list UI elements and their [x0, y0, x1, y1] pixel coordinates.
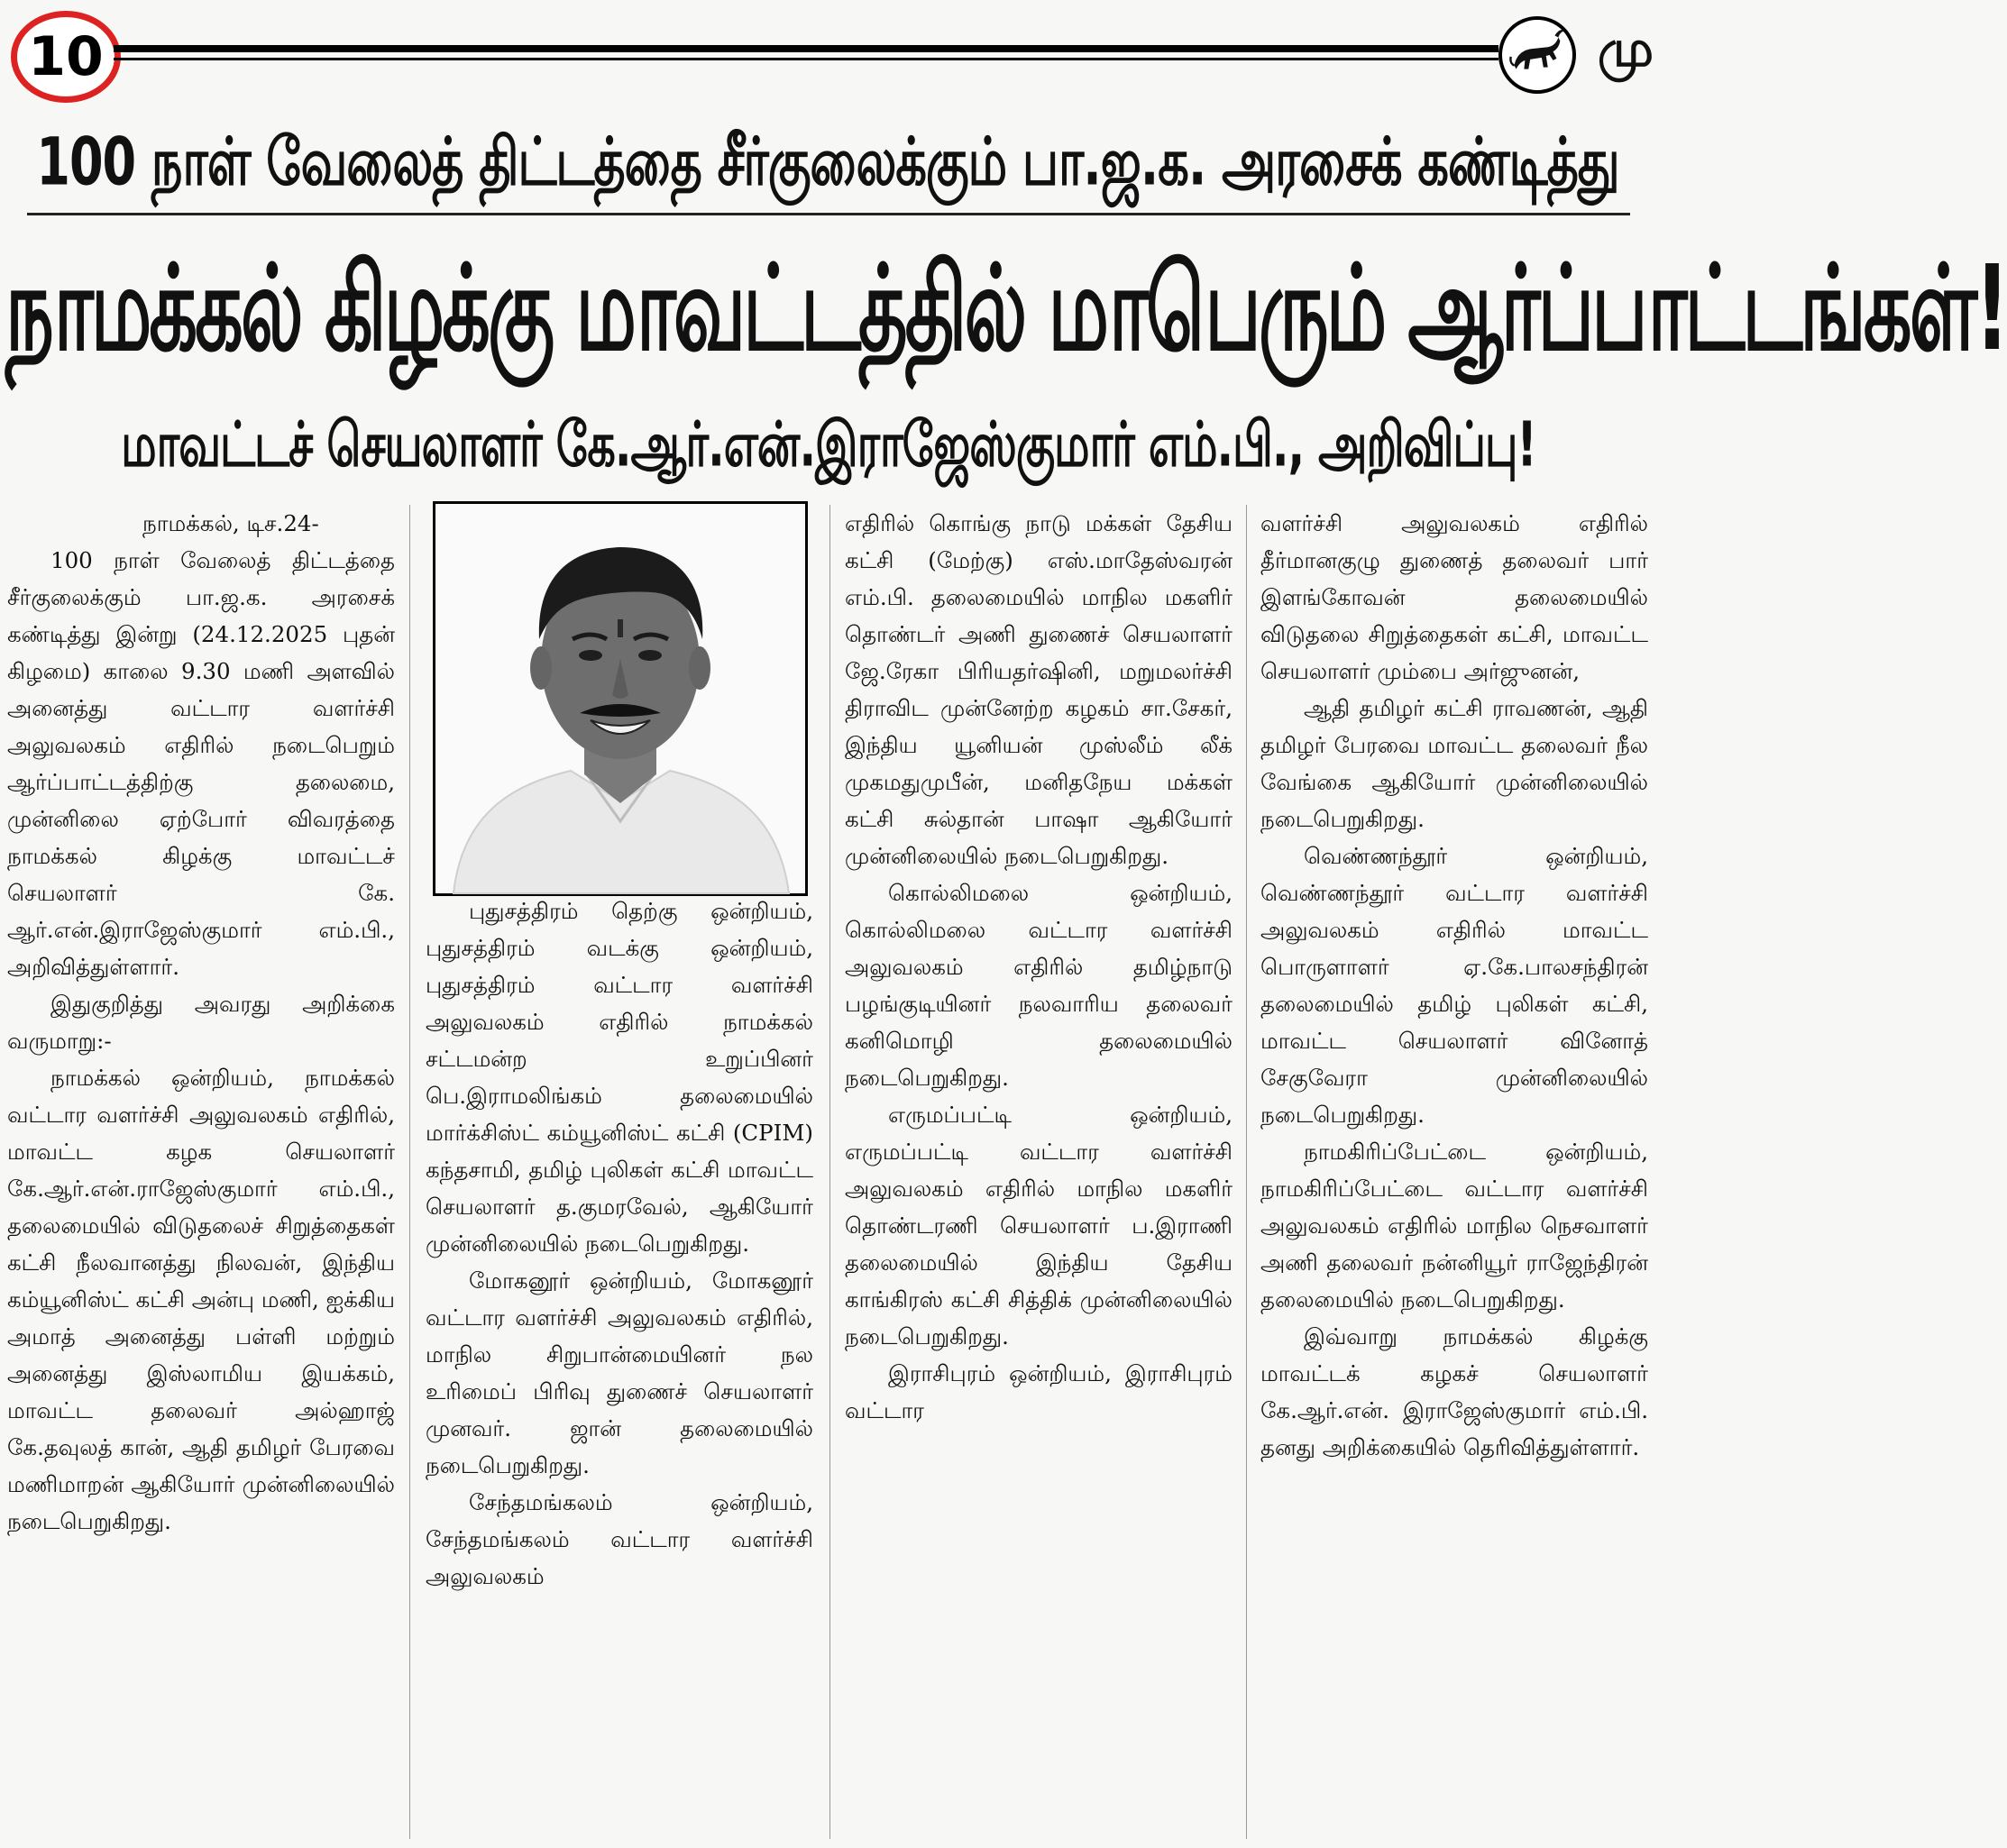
article-paragraph: எதிரில் கொங்கு நாடு மக்கள் தேசிய கட்சி (மேற்கு) எஸ்.மாதேஸ்வரன் எம்.பி. தலைமையில் மாநில மகளிர் தொண்டர் அணி துணைச் செயலாளர் ஜே.ரேகா பிரியதர்ஷினி, மறுமலர்ச்சி திராவிட முன்னேற்ற கழகம் சா.சேகர், இந்திய யூனியன் முஸ்லீம் லீக் முகமதுமுபீன், மனிதநேய மக்கள் கட்சி சுல்தான் பாஷா ஆகியோர் முன்னிலையில் நடைபெறுகிறது.	[845, 510, 1233, 869]
bull-emblem-icon	[1498, 16, 1576, 94]
article-paragraph: வெண்ணந்தூர் ஒன்றியம், வெண்ணந்தூர் வட்டார வளர்ச்சி அலுவலகம் எதிரில் மாவட்ட பொருளாளர் ஏ.கே.பாலசந்திரன் தலைமையில் தமிழ் புலிகள் கட்சி, மாவட்ட செயலாளர் வினோத் சேகுவேரா முன்னிலையில் நடைபெறுகிறது.	[1260, 843, 1648, 1128]
article-column-1	[7, 505, 395, 1839]
article-paragraph: நாமகிரிப்பேட்டை ஒன்றியம், நாமகிரிப்பேட்டை வட்டார வளர்ச்சி அலுவலகம் எதிரில் மாநில நெசவாளர் அணி தலைவர் நன்னியூர் ராஜேந்திரன் தலைமையில் நடைபெறுகிறது.	[1260, 1139, 1648, 1313]
dateline: நாமக்கல், டிச.24-	[142, 510, 319, 536]
article-paragraph: எருமப்பட்டி ஒன்றியம், எருமப்பட்டி வட்டார வளர்ச்சி அலுவலகம் எதிரில் மாநில மகளிர் தொண்டரணி செயலாளர் ப.இராணி தலைமையில் இந்திய தேசிய காங்கிரஸ் கட்சி சித்திக் முன்னிலையில் நடைபெறுகிறது.	[845, 1102, 1233, 1349]
masthead-rule-thin	[114, 58, 1498, 60]
main-headline: நாமக்கல் கிழக்கு மாவட்டத்தில் மாபெரும் ஆர்ப்பாட்டங்கள்!	[5, 240, 2007, 377]
column-divider	[1246, 505, 1247, 1839]
column-divider	[409, 505, 410, 1839]
article-paragraph: புதுசத்திரம் தெற்கு ஒன்றியம், புதுசத்திரம் வடக்கு ஒன்றியம், புதுசத்திரம் வட்டார வளர்ச்சி அலுவலகம் எதிரில் நாமக்கல் சட்டமன்ற உறுப்பினர் பெ.இராமலிங்கம் தலைமையில் மார்க்சிஸ்ட் கம்யூனிஸ்ட் கட்சி (CPIM) கந்தசாமி, தமிழ் புலிகள் கட்சி மாவட்ட செயலாளர் த.குமரவேல், ஆகியோர் முன்னிலையில் நடைபெறுகிறது.	[426, 898, 813, 1257]
article-paragraph: ஆதி தமிழர் கட்சி ராவணன், ஆதி தமிழர் பேரவை மாவட்ட தலைவர் நீல வேங்கை ஆகியோர் முன்னிலையில் நடைபெறுகிறது.	[1260, 695, 1648, 832]
sub-headline: மாவட்டச் செயலாளர் கே.ஆர்.என்.இராஜேஸ்குமார் எம்.பி., அறிவிப்பு!	[121, 408, 1536, 481]
article-paragraph: இராசிபுரம் ஒன்றியம், இராசிபுரம் வட்டார	[845, 1360, 1233, 1423]
article-paragraph: சேந்தமங்கலம் ஒன்றியம், சேந்தமங்கலம் வட்டார வளர்ச்சி அலுவலகம்	[426, 1489, 813, 1589]
masthead	[0, 0, 1657, 104]
article-column-3	[845, 505, 1233, 1839]
kicker-headline: 100 நாள் வேலைத் திட்டத்தை சீர்குலைக்கும் பா.ஜ.க. அரசைக் கண்டித்து	[36, 123, 1619, 200]
article-paragraph: கொல்லிமலை ஒன்றியம், கொல்லிமலை வட்டார வளர்ச்சி அலுவலகம் எதிரில் தமிழ்நாடு பழங்குடியினர் நலவாரிய தலைவர் கனிமொழி தலைமையில் நடைபெறுகிறது.	[845, 880, 1233, 1091]
masthead-corner-text: மு	[1597, 20, 1654, 78]
article-paragraph: மோகனூர் ஒன்றியம், மோகனூர் வட்டார வளர்ச்சி அலுவலகம் எதிரில், மாநில சிறுபான்மையினர் நல உரிமைப் பிரிவு துணைச் செயலாளர் முனவர். ஜான் தலைமையில் நடைபெறுகிறது.	[426, 1267, 813, 1478]
masthead-rule-thick	[114, 45, 1498, 52]
page-number-badge: 10	[11, 11, 121, 103]
article-paragraph: 100 நாள் வேலைத் திட்டத்தை சீர்குலைக்கும் பா.ஜ.க. அரசைக் கண்டித்து இன்று (24.12.2025 புதன் கிழமை) காலை 9.30 மணி அளவில் அனைத்து வட்டார வளர்ச்சி அலுவலகம் எதிரில் நடைபெறும் ஆர்ப்பாட்டத்திற்கு தலைமை, முன்னிலை ஏற்போர் விவரத்தை நாமக்கல் கிழக்கு மாவட்டச் செயலாளர் கே. ஆர்.என்.இராஜேஸ்குமார் எம்.பி., அறிவித்துள்ளார்.	[7, 547, 395, 980]
article-paragraph: வளர்ச்சி அலுவலகம் எதிரில் தீர்மானகுழு துணைத் தலைவர் பார் இளங்கோவன் தலைமையில் விடுதலை சிறுத்தைகள் கட்சி, மாவட்ட செயலாளர் மும்பை அர்ஜுனன்,	[1260, 510, 1648, 684]
column-divider	[829, 505, 830, 1839]
article-paragraph: இவ்வாறு நாமக்கல் கிழக்கு மாவட்டக் கழகச் செயலாளர் கே.ஆர்.என். இராஜேஸ்குமார் எம்.பி. தனது அறிக்கையில் தெரிவித்துள்ளார்.	[1260, 1323, 1648, 1460]
article-paragraph: நாமக்கல் ஒன்றியம், நாமக்கல் வட்டார வளர்ச்சி அலுவலகம் எதிரில், மாவட்ட கழக செயலாளர் கே.ஆர்.என்.ராஜேஸ்குமார் எம்.பி., தலைமையில் விடுதலைச் சிறுத்தைகள் கட்சி நீலவானத்து நிலவன், இந்திய கம்யூனிஸ்ட் கட்சி அன்பு மணி, ஐக்கிய அமாத் அனைத்து பள்ளி மற்றும் அனைத்து இஸ்லாமிய இயக்கம், மாவட்ட தலைவர் அல்ஹாஜ் கே.தவுலத் கான், ஆதி தமிழர் பேரவை மணிமாறன் ஆகியோர் முன்னிலையில் நடைபெறுகிறது.	[7, 1065, 395, 1534]
article-column-4	[1260, 505, 1648, 1839]
article-paragraph: இதுகுறித்து அவரது அறிக்கை வருமாறு:-	[7, 991, 395, 1054]
portrait-photo	[433, 501, 808, 896]
article-column-2	[426, 892, 813, 1839]
